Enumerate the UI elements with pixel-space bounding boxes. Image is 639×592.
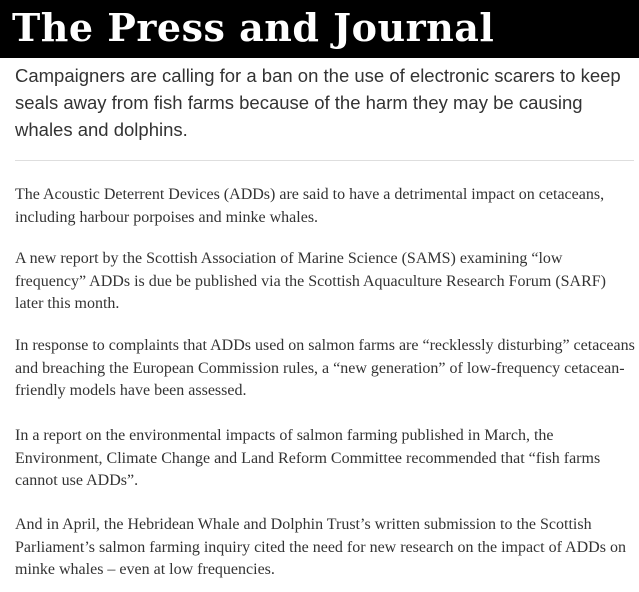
divider [15,160,634,161]
article-paragraph: In a report on the environmental impacts of salmon farming published in March, the Environment, Climate Change and Land Reform Committee recommended that “fish farms cannot use ADDs”. [15,427,601,489]
article-standfirst: Campaigners are calling for a ban on the use of electronic scarers to keep seals away from fish farms because of the harm they may be causing whales and dolphins. [15,65,621,140]
article-paragraph: And in April, the Hebridean Whale and Dolphin Trust’s written submission to the Scottish Parliament’s salmon farming inquiry cited the need for new research on the impact of ADDs on minke whales – even at low frequencies. [15,516,626,578]
article-paragraph: A new report by the Scottish Association of Marine Science (SAMS) examining “low frequency” ADDs is due be published via the Scottish Aquaculture Research Forum (SARF) later this month. [15,250,606,312]
article-paragraph: In response to complaints that ADDs used on salmon farms are “recklessly disturbing” cetaceans and breaching the European Commission rules, a “new generation” of low-frequency cetacean-friendly models have been assessed. [15,337,635,399]
article-paragraph: The Acoustic Deterrent Devices (ADDs) are said to have a detrimental impact on cetaceans, including harbour porpoises and minke whales. [15,186,605,226]
masthead-logo-title[interactable]: The Press and Journal [12,5,495,50]
masthead [0,0,639,58]
